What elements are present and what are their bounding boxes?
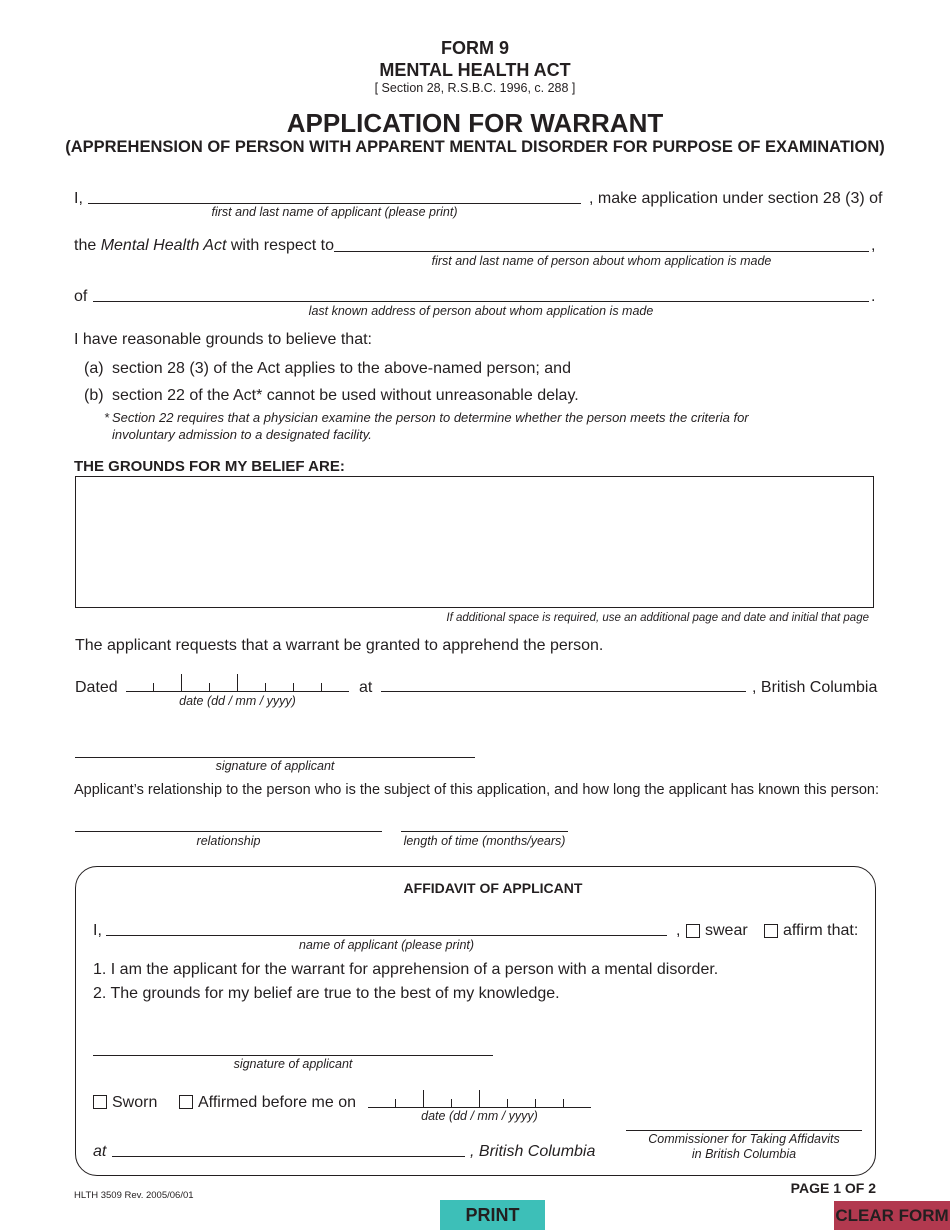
footnote-marker: * xyxy=(104,410,110,425)
relationship-caption: relationship xyxy=(196,834,261,848)
request-statement: The applicant requests that a warrant be granted to apprehend the person. xyxy=(75,637,604,654)
dated-label: Dated xyxy=(75,679,118,696)
date-tick xyxy=(153,683,154,692)
length-of-time-caption: length of time (months/years) xyxy=(403,834,566,848)
swear-checkbox[interactable] xyxy=(686,924,700,938)
person-name-caption: first and last name of person about whom application is made xyxy=(431,254,772,268)
address-field[interactable] xyxy=(93,301,869,302)
date-tick xyxy=(423,1090,424,1108)
applicant-prefix: I, xyxy=(74,190,83,207)
date-tick xyxy=(209,683,210,692)
dated-place-field[interactable] xyxy=(381,691,746,692)
applicant-name-field[interactable] xyxy=(88,203,581,204)
affidavit-signature-field[interactable] xyxy=(93,1055,493,1056)
sworn-checkbox[interactable] xyxy=(93,1095,107,1109)
affirmed-label: Affirmed before me on xyxy=(198,1094,357,1111)
date-tick xyxy=(265,683,266,692)
affidavit-place-suffix: , British Columbia xyxy=(470,1143,596,1160)
length-of-time-field[interactable] xyxy=(401,831,568,832)
applicant-signature-caption: signature of applicant xyxy=(215,759,335,773)
dated-at-label: at xyxy=(359,679,373,696)
affidavit-place-field[interactable] xyxy=(112,1156,465,1157)
date-tick xyxy=(293,683,294,692)
affidavit-date-caption: date (dd / mm / yyyy) xyxy=(421,1109,538,1123)
page-title: APPLICATION FOR WARRANT xyxy=(286,108,664,138)
grounds-heading: THE GROUNDS FOR MY BELIEF ARE: xyxy=(74,458,345,475)
date-tick xyxy=(535,1099,536,1108)
relationship-prompt: Applicant’s relationship to the person who is the subject of this application, and how long the applicant has known this person: xyxy=(74,782,879,798)
applicant-suffix: , make application under section 28 (3) of xyxy=(589,190,883,207)
affidavit-at-label: at xyxy=(93,1143,107,1160)
act-name: MENTAL HEALTH ACT xyxy=(379,60,571,80)
page-number: PAGE 1 OF 2 xyxy=(790,1180,876,1196)
affidavit-statement-2: 2. The grounds for my belief are true to the best of my knowledge. xyxy=(93,985,560,1002)
act-name-italic: Mental Health Act xyxy=(100,237,227,254)
person-name-field[interactable] xyxy=(334,251,869,252)
affidavit-comma: , xyxy=(676,922,681,939)
affidavit-name-caption: name of applicant (please print) xyxy=(298,938,475,952)
ground-a-text: section 28 (3) of the Act applies to the above-named person; and xyxy=(112,360,571,377)
affirm-label: affirm that: xyxy=(783,922,859,939)
form-code: HLTH 3509 Rev. 2005/06/01 xyxy=(74,1190,194,1201)
affidavit-statement-1: 1. I am the applicant for the warrant for apprehension of a person with a mental disorder. xyxy=(93,961,719,978)
clear-form-button[interactable]: CLEAR FORM xyxy=(834,1201,950,1230)
date-tick xyxy=(237,674,238,692)
date-tick xyxy=(395,1099,396,1108)
date-tick xyxy=(181,674,182,692)
address-suffix: . xyxy=(871,288,876,305)
grounds-textarea[interactable] xyxy=(75,476,874,608)
section-reference: [ Section 28, R.S.B.C. 1996, c. 288 ] xyxy=(374,81,576,95)
applicant-signature-field[interactable] xyxy=(75,757,475,758)
address-caption: last known address of person about whom application is made xyxy=(308,304,654,318)
date-tick xyxy=(563,1099,564,1108)
date-tick xyxy=(479,1090,480,1108)
page-subtitle: (APPREHENSION OF PERSON WITH APPARENT MENTAL DISORDER FOR PURPOSE OF EXAMINATION) xyxy=(65,138,885,156)
ground-a-marker: (a) xyxy=(84,360,104,377)
affidavit-signature-caption: signature of applicant xyxy=(233,1057,353,1071)
swear-label: swear xyxy=(705,922,748,939)
ground-b-marker: (b) xyxy=(84,387,104,404)
person-prefix-rest: with respect to xyxy=(230,237,334,254)
footnote-line2: involuntary admission to a designated facility. xyxy=(112,427,372,442)
ground-b-text: section 22 of the Act* cannot be used without unreasonable delay. xyxy=(112,387,579,404)
commissioner-line2: in British Columbia xyxy=(691,1147,797,1161)
commissioner-line1: Commissioner for Taking Affidavits xyxy=(648,1132,840,1146)
person-prefix-the: the xyxy=(74,237,97,254)
additional-space-note: If additional space is required, use an additional page and date and initial that page xyxy=(446,612,869,624)
applicant-name-caption: first and last name of applicant (please print) xyxy=(211,205,458,219)
dated-date-caption: date (dd / mm / yyyy) xyxy=(179,694,296,708)
person-prefix xyxy=(74,237,334,255)
date-tick xyxy=(507,1099,508,1108)
sworn-label: Sworn xyxy=(112,1094,158,1111)
affidavit-title: AFFIDAVIT OF APPLICANT xyxy=(403,880,583,896)
affidavit-prefix: I, xyxy=(93,922,102,939)
print-button[interactable]: PRINT xyxy=(440,1200,545,1230)
footnote-line1: Section 22 requires that a physician examine the person to determine whether the person meets the criteria for xyxy=(112,410,749,425)
affidavit-name-field[interactable] xyxy=(106,935,667,936)
dated-place-suffix: , British Columbia xyxy=(752,679,878,696)
address-prefix: of xyxy=(74,288,88,305)
date-tick xyxy=(321,683,322,692)
grounds-intro: I have reasonable grounds to believe that: xyxy=(74,331,372,348)
date-tick xyxy=(451,1099,452,1108)
affirmed-checkbox[interactable] xyxy=(179,1095,193,1109)
form-number: FORM 9 xyxy=(440,38,509,58)
relationship-field[interactable] xyxy=(75,831,382,832)
person-suffix: , xyxy=(871,237,876,254)
commissioner-signature-field[interactable] xyxy=(626,1130,862,1131)
affirm-checkbox[interactable] xyxy=(764,924,778,938)
